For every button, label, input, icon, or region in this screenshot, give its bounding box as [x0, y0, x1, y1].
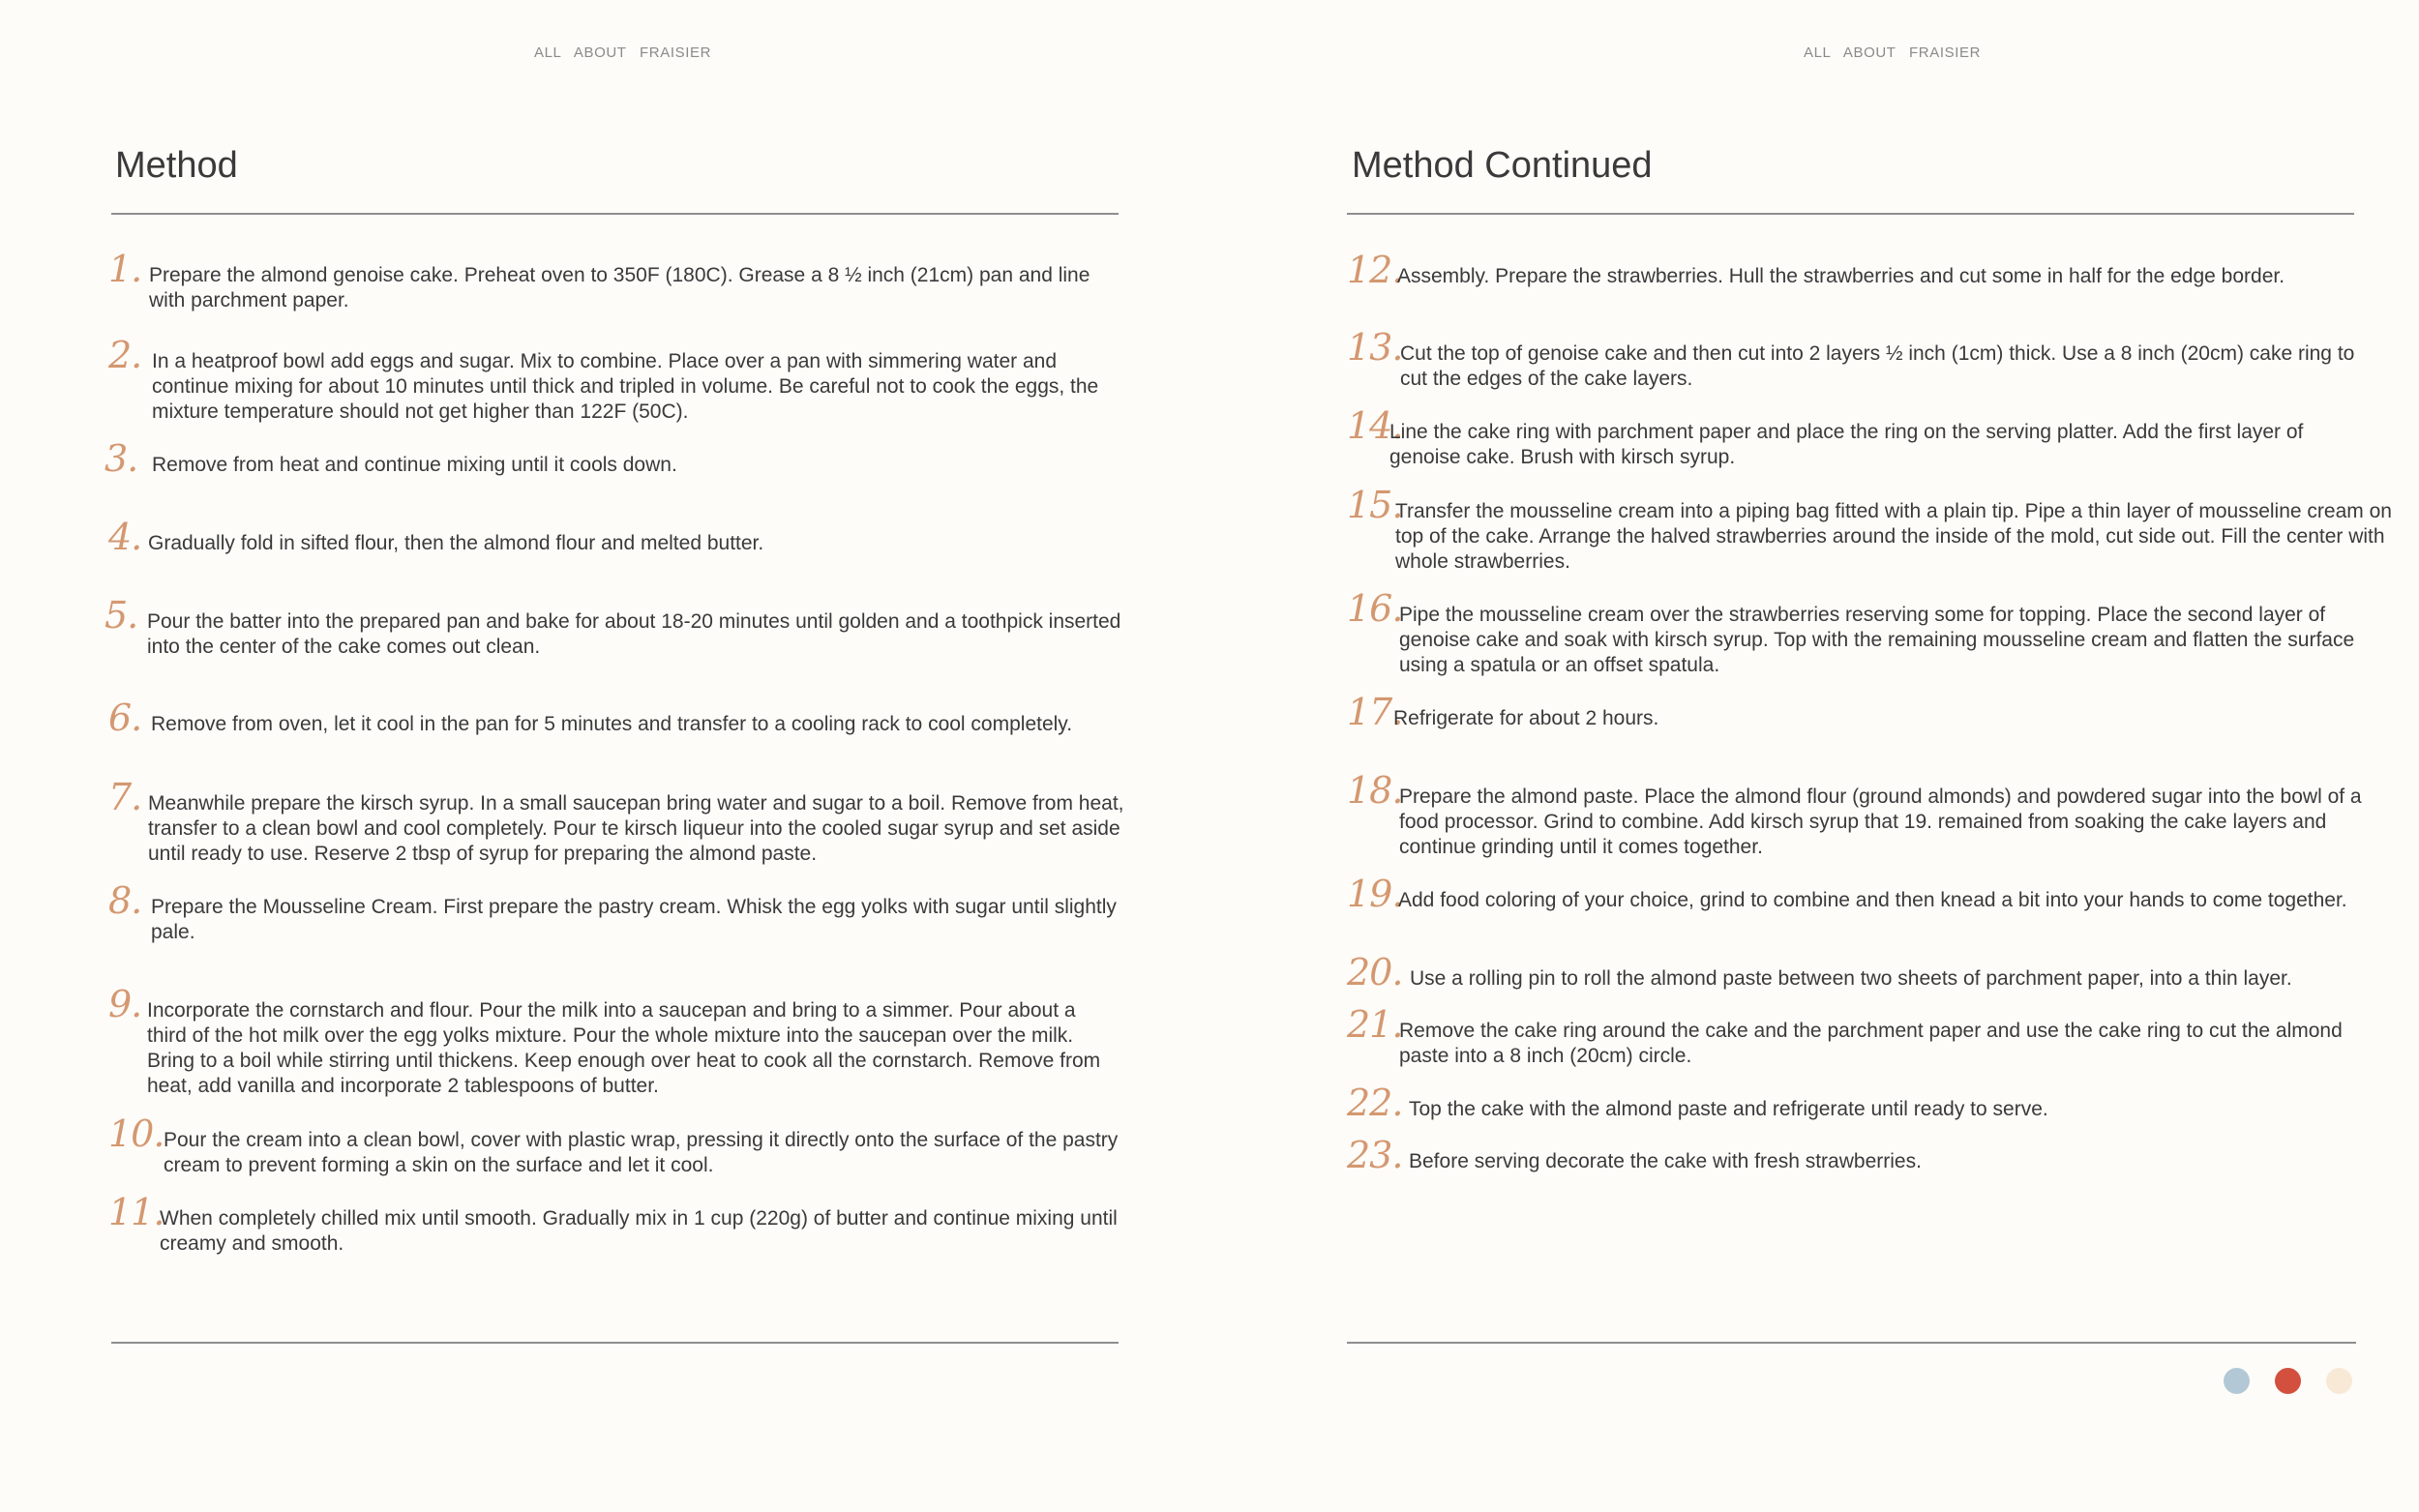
step-text: Remove the cake ring around the cake and the parchment paper and use the cake ring to cut the almond paste into a 8 inch (20cm) circle. — [1399, 1020, 2343, 1067]
top-divider-left — [111, 213, 1119, 215]
step-number: 21. — [1347, 1003, 1403, 1046]
step-text: Prepare the Mousseline Cream. First prepare the pastry cream. Whisk the egg yolks with sugar until slightly pale. — [151, 896, 1117, 943]
page-title-left: Method — [115, 145, 238, 186]
page-title-right: Method Continued — [1352, 145, 1653, 186]
step-number: 19. — [1347, 873, 1403, 915]
step-text: Transfer the mousseline cream into a piping bag fitted with a plain tip. Pipe a thin layer of mousseline cream on top of the cake. Arrange the halved strawberries around the inside of the mold, cut side out. Fill the center with whole strawberries. — [1395, 500, 2392, 573]
step-text: Use a rolling pin to roll the almond paste between two sheets of parchment paper, into a thin layer. — [1410, 967, 2292, 990]
step-text: Cut the top of genoise cake and then cut into 2 layers ½ inch (1cm) thick. Use a 8 inch (20cm) cake ring to cut the edges of the cake layers. — [1400, 342, 2355, 390]
bottom-divider-right — [1347, 1342, 2356, 1344]
step-number: 15. — [1347, 484, 1403, 526]
step-text: In a heatproof bowl add eggs and sugar. Mix to combine. Place over a pan with simmering water and continue mixing for about 10 minutes until thick and tripled in volume. Be careful not to cook the eggs, the mixture temperature should not get higher than 122F (50C). — [152, 350, 1099, 423]
step-text: Assembly. Prepare the strawberries. Hull the strawberries and cut some in half for the edge border. — [1397, 265, 2285, 287]
step-number: 11. — [108, 1191, 164, 1233]
step-text: Refrigerate for about 2 hours. — [1393, 707, 1659, 729]
step-number: 8. — [108, 879, 142, 922]
step-number: 22. — [1347, 1082, 1403, 1124]
step-text: Pour the cream into a clean bowl, cover with plastic wrap, pressing it directly onto the surface of the pastry cream to prevent forming a skin on the surface and let it cool. — [164, 1129, 1119, 1176]
step-text: Prepare the almond genoise cake. Preheat oven to 350F (180C). Grease a 8 ½ inch (21cm) pan and line with parchment paper. — [149, 264, 1090, 311]
step-text: Remove from heat and continue mixing until it cools down. — [152, 454, 677, 476]
step-number: 20. — [1347, 951, 1403, 993]
step-number: 13. — [1347, 326, 1403, 369]
blue-dot — [2224, 1368, 2250, 1394]
bottom-divider-left — [111, 1342, 1119, 1344]
step-number: 10. — [108, 1112, 164, 1155]
step-number: 5. — [105, 594, 138, 637]
step-number: 7. — [108, 776, 142, 818]
cream-dot — [2326, 1368, 2352, 1394]
step-number: 16. — [1347, 587, 1403, 630]
step-text: Remove from oven, let it cool in the pan for 5 minutes and transfer to a cooling rack to cool completely. — [151, 713, 1073, 735]
step-text: Pour the batter into the prepared pan and bake for about 18-20 minutes until golden and a toothpick inserted into the center of the cake comes out clean. — [147, 610, 1121, 658]
step-text: Pipe the mousseline cream over the strawberries reserving some for topping. Place the second layer of genoise cake and soak with kirsch syrup. Top with the remaining mousseline cream and flatten the surface using a spatula or an offset spatula. — [1399, 604, 2355, 676]
step-number: 4. — [108, 516, 142, 558]
step-text: Before serving decorate the cake with fresh strawberries. — [1409, 1150, 1922, 1172]
step-text: When completely chilled mix until smooth. Gradually mix in 1 cup (220g) of butter and continue mixing until creamy and smooth. — [160, 1207, 1118, 1255]
step-text: Top the cake with the almond paste and refrigerate until ready to serve. — [1409, 1098, 2048, 1120]
step-number: 17. — [1347, 691, 1403, 733]
step-number: 6. — [108, 697, 142, 739]
step-number: 18. — [1347, 769, 1403, 812]
step-text: Gradually fold in sifted flour, then the almond flour and melted butter. — [148, 532, 764, 554]
step-text: Line the cake ring with parchment paper and place the ring on the serving platter. Add the first layer of genoise cake. Brush with kirsch syrup. — [1389, 421, 2304, 468]
step-number: 3. — [105, 437, 138, 480]
running-head-left: ALL ABOUT FRAISIER — [534, 44, 712, 61]
step-number: 2. — [108, 334, 142, 376]
running-head-right: ALL ABOUT FRAISIER — [1804, 44, 1982, 61]
step-number: 23. — [1347, 1134, 1403, 1176]
red-dot — [2275, 1368, 2301, 1394]
step-text: Incorporate the cornstarch and flour. Pour the milk into a saucepan and bring to a simmer. Pour about a third of the hot milk over the egg yolks mixture. Pour the whole mixture into the saucepan over the milk. Bring to a boil while stirring until thickens. Keep enough over heat to cook all the cornstarch. Remove from heat, add vanilla and incorporate 2 tablespoons of butter. — [147, 999, 1101, 1097]
step-text: Add food coloring of your choice, grind to combine and then knead a bit into your hands to come together. — [1398, 889, 2347, 911]
step-text: Prepare the almond paste. Place the almond flour (ground almonds) and powdered sugar into the bowl of a food processor. Grind to combine. Add kirsch syrup that 19. remained from soaking the cake layers and continue grinding until it comes together. — [1399, 786, 2362, 858]
step-number: 14. — [1347, 404, 1403, 447]
top-divider-right — [1347, 213, 2354, 215]
step-number: 12. — [1347, 249, 1403, 291]
step-number: 9. — [108, 983, 142, 1025]
step-text: Meanwhile prepare the kirsch syrup. In a small saucepan bring water and sugar to a boil. Remove from heat, transfer to a clean bowl and cool completely. Pour te kirsch liqueur into the cooled sugar syrup and set aside until ready to use. Reserve 2 tbsp of syrup for preparing the almond paste. — [148, 792, 1124, 865]
step-number: 1. — [108, 248, 142, 290]
